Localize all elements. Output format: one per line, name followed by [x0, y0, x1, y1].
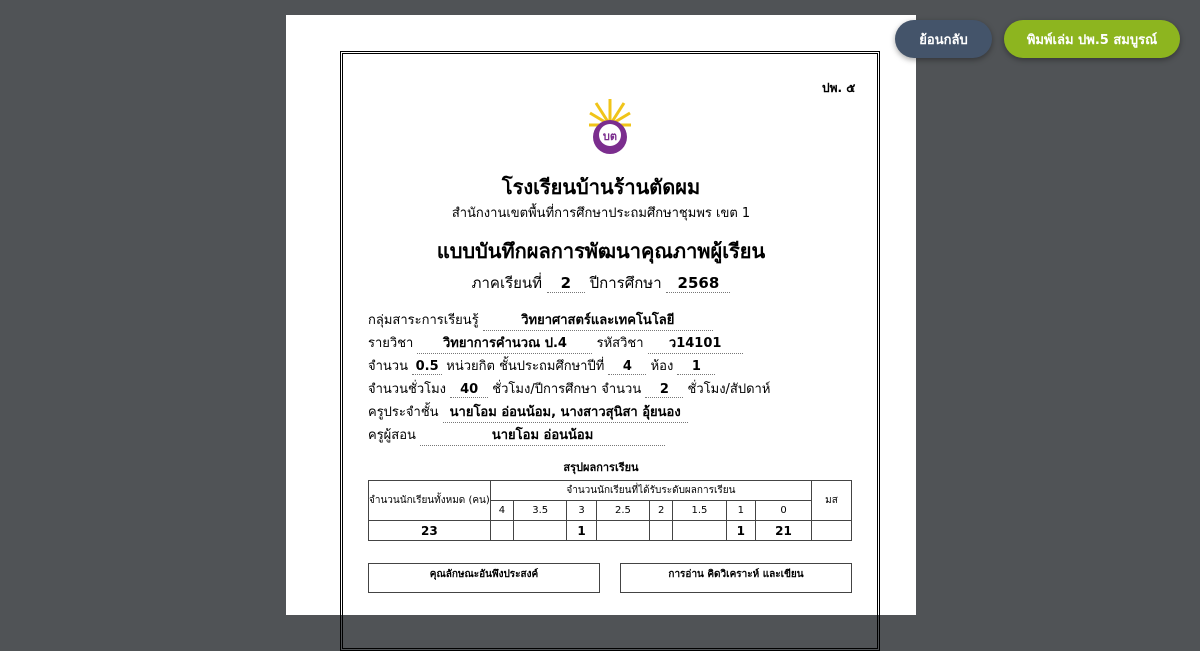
grade-count-cell: 1 — [567, 521, 596, 541]
total-header: จำนวนนักเรียนทั้งหมด (คน) — [369, 481, 491, 521]
year-value: 2568 — [666, 274, 730, 293]
ms-value — [812, 521, 852, 541]
grade-summary-table — [368, 480, 852, 541]
grade-header-cell: 2.5 — [596, 501, 649, 521]
grade-count-cell — [596, 521, 649, 541]
code-value: ว14101 — [648, 332, 743, 354]
grade-header-cell: 0 — [756, 501, 812, 521]
subject-label: รายวิชา — [368, 336, 414, 351]
homeroom-line — [368, 401, 688, 423]
subject-group-line — [368, 309, 713, 331]
weekly-value: 2 — [645, 382, 683, 398]
semester-line — [286, 271, 916, 295]
total-value: 23 — [369, 521, 491, 541]
grade-header-cell: 1.5 — [673, 501, 726, 521]
weekly-unit: ชั่วโมง/สัปดาห์ — [687, 382, 771, 397]
grade-count-cell — [673, 521, 726, 541]
summary-title: สรุปผลการเรียน — [563, 461, 639, 474]
grade-header-cell: 1 — [726, 501, 755, 521]
grade-header-cell: 3 — [567, 501, 596, 521]
room-label: ห้อง — [650, 359, 674, 374]
amount-label: จำนวน — [368, 359, 408, 374]
hours-value: 40 — [450, 382, 488, 398]
year-label: ปีการศึกษา — [589, 274, 662, 292]
grade-count-cell — [514, 521, 567, 541]
grade-count-cell: 21 — [756, 521, 812, 541]
grade-header-cell: 3.5 — [514, 501, 567, 521]
credits-value: 0.5 — [412, 359, 442, 375]
document-page — [286, 15, 916, 615]
school-logo — [586, 95, 634, 161]
form-code: ปพ. ๕ — [822, 81, 856, 95]
credits-line — [368, 355, 715, 376]
semester-label: ภาคเรียนที่ — [471, 274, 543, 292]
code-label: รหัสวิชา — [596, 336, 644, 351]
print-pp5-button[interactable]: พิมพ์เล่ม ปพ.5 สมบูรณ์ — [1004, 20, 1180, 58]
subject-line — [368, 332, 743, 354]
grade-count-cell — [650, 521, 673, 541]
grade-header-cell: 2 — [650, 501, 673, 521]
credit-unit: หน่วยกิต ชั้นประถมศึกษาปีที่ — [446, 359, 605, 374]
grade-value: 4 — [608, 359, 646, 375]
document-title: แบบบันทึกผลการพัฒนาคุณภาพผู้เรียน — [436, 239, 766, 263]
back-button[interactable]: ย้อนกลับ — [895, 20, 992, 58]
subject-value: วิทยาการคำนวณ ป.4 — [417, 332, 592, 354]
semester-value: 2 — [547, 274, 585, 293]
svg-text:บต: บต — [602, 130, 618, 143]
homeroom-label: ครูประจำชั้น — [368, 405, 439, 420]
teacher-label: ครูผู้สอน — [368, 428, 416, 443]
room-value: 1 — [677, 359, 715, 375]
subject-group-value: วิทยาศาสตร์และเทคโนโลยี — [483, 309, 713, 331]
hours-unit: ชั่วโมง/ปีการศึกษา จำนวน — [492, 382, 642, 397]
traits-section: คุณลักษณะอันพึงประสงค์ — [368, 563, 600, 593]
teacher-value: นายโอม อ่อนน้อม — [420, 424, 665, 446]
office-name: สำนักงานเขตพื้นที่การศึกษาประถมศึกษาชุมพร เขต 1 — [451, 206, 751, 221]
grade-header-cell: 4 — [490, 501, 513, 521]
reading-section: การอ่าน คิดวิเคราะห์ และเขียน — [620, 563, 852, 593]
hours-line — [368, 378, 770, 399]
ms-header: มส — [812, 481, 852, 521]
school-name: โรงเรียนบ้านร้านตัดผม — [501, 175, 701, 199]
hours-label: จำนวนชั่วโมง — [368, 382, 447, 397]
homeroom-value: นายโอม อ่อนน้อม, นางสาวสุนิสา อุ้ยนอง — [443, 401, 688, 423]
subject-group-label: กลุ่มสาระการเรียนรู้ — [368, 313, 479, 328]
grade-count-cell: 1 — [726, 521, 755, 541]
grade-count-cell — [490, 521, 513, 541]
teacher-line — [368, 424, 665, 446]
grades-header: จำนวนนักเรียนที่ได้รับระดับผลการเรียน — [490, 481, 811, 501]
